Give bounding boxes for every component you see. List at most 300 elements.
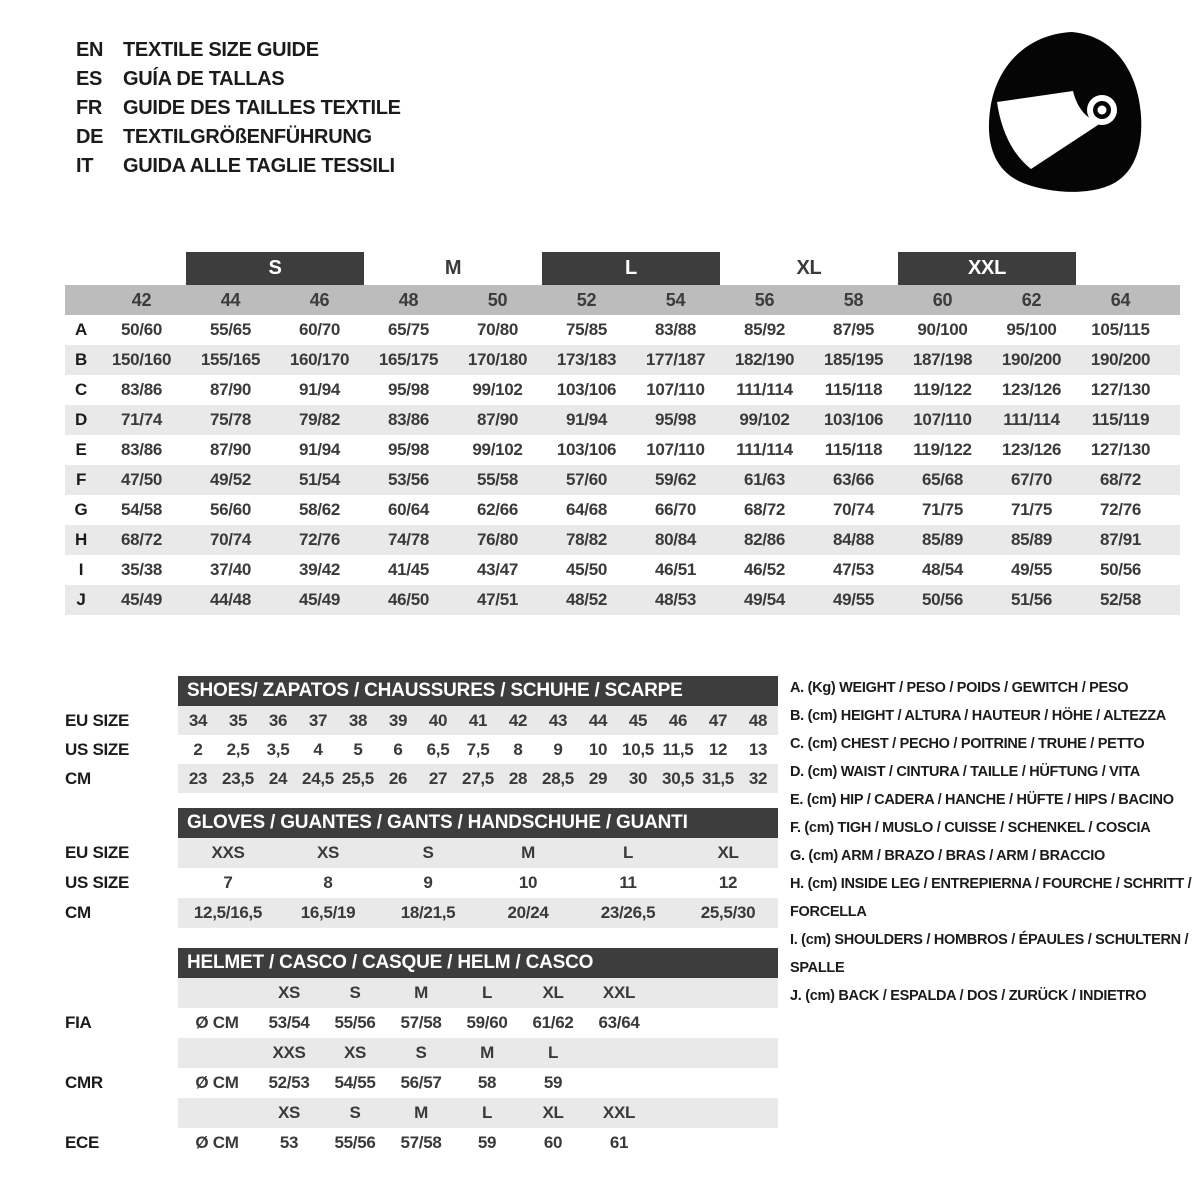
row-cells bbox=[178, 1068, 778, 1098]
value-cell: 66/70 bbox=[654, 500, 697, 519]
measurement-row bbox=[65, 525, 1180, 555]
value-cell: 95/98 bbox=[387, 380, 430, 399]
row-label: CM bbox=[65, 903, 91, 922]
value-cell: 28 bbox=[508, 768, 528, 788]
value-cell: 8 bbox=[323, 873, 333, 892]
unit-cell bbox=[178, 1038, 256, 1068]
size-header-cell: S bbox=[415, 1043, 427, 1062]
size-column-header: 58 bbox=[843, 289, 864, 310]
value-cell: 83/86 bbox=[120, 380, 163, 399]
value-cell: 49/52 bbox=[209, 470, 252, 489]
size-header-cell: M bbox=[414, 1103, 428, 1122]
value-cell: 78/82 bbox=[565, 530, 608, 549]
value-cell: 47/53 bbox=[832, 560, 875, 579]
filler-cell bbox=[652, 1068, 778, 1098]
value-cell: 24,5 bbox=[302, 768, 334, 788]
row-label bbox=[65, 1038, 178, 1068]
value-cell: 12 bbox=[708, 739, 728, 759]
row-cells bbox=[178, 735, 778, 764]
filler-cell bbox=[1165, 285, 1180, 315]
value-cell: 42 bbox=[508, 710, 528, 730]
value-cell: 11,5 bbox=[662, 739, 694, 759]
racing-helmet-graphic bbox=[975, 26, 1160, 198]
value-cell: 11 bbox=[619, 873, 637, 892]
value-cell: 55/58 bbox=[476, 470, 519, 489]
value-cell: 60/70 bbox=[298, 320, 341, 339]
value-cell: 59/60 bbox=[466, 1013, 508, 1032]
size-header-cell: XL bbox=[542, 1103, 564, 1122]
value-cell: 30 bbox=[628, 768, 648, 788]
row-letter: E bbox=[75, 440, 87, 459]
value-cell: 6 bbox=[393, 739, 403, 759]
value-cell: 103/106 bbox=[556, 440, 617, 459]
size-header-cell: S bbox=[349, 983, 361, 1002]
row-label bbox=[65, 1098, 178, 1128]
value-cell: 91/94 bbox=[298, 440, 341, 459]
value-cell: 48 bbox=[748, 710, 768, 730]
value-cell: 182/190 bbox=[734, 350, 795, 369]
language-row bbox=[76, 94, 401, 123]
helmet-sizes-row bbox=[65, 1038, 785, 1068]
value-cell: 27,5 bbox=[462, 768, 494, 788]
corner-cell bbox=[65, 285, 97, 315]
value-cell: 10 bbox=[518, 873, 538, 892]
size-group-xxl: XXL bbox=[898, 252, 1076, 285]
value-cell: 115/118 bbox=[824, 440, 883, 459]
row-cells bbox=[178, 1008, 778, 1038]
value-cell: 160/170 bbox=[289, 350, 350, 369]
value-cell: 107/110 bbox=[646, 440, 705, 459]
value-cell: 85/89 bbox=[1010, 530, 1053, 549]
value-cell: 64/68 bbox=[565, 500, 608, 519]
value-cell: 10,5 bbox=[622, 739, 654, 759]
value-cell: 34 bbox=[188, 710, 208, 730]
value-cell: 87/95 bbox=[832, 320, 875, 339]
size-column-header: 64 bbox=[1110, 289, 1131, 310]
value-cell: 49/54 bbox=[743, 590, 786, 609]
value-cell: 12 bbox=[718, 873, 738, 892]
value-cell: 47/50 bbox=[120, 470, 163, 489]
value-cell: 115/118 bbox=[824, 380, 883, 399]
legend-item: B. (cm) HEIGHT / ALTURA / HAUTEUR / HÖHE / ALTEZZA bbox=[790, 708, 1166, 724]
value-cell: 39/42 bbox=[298, 560, 341, 579]
language-row bbox=[76, 65, 401, 94]
value-cell: 123/126 bbox=[1001, 380, 1062, 399]
value-cell: 50/56 bbox=[921, 590, 964, 609]
value-cell: 187/198 bbox=[912, 350, 973, 369]
value-cell: 9 bbox=[423, 873, 433, 892]
value-cell: 57/60 bbox=[565, 470, 608, 489]
measurement-row bbox=[65, 465, 1180, 495]
apparel-size-table bbox=[65, 252, 1180, 615]
value-cell: 61/63 bbox=[743, 470, 786, 489]
language-title-list bbox=[76, 36, 401, 181]
shoes-row bbox=[65, 706, 785, 735]
value-cell: 87/91 bbox=[1099, 530, 1142, 549]
size-header-cell: XS bbox=[277, 983, 301, 1002]
legend-item: I. (cm) SHOULDERS / HOMBROS / ÉPAULES / SCHULTERN / SPALLE bbox=[790, 932, 1189, 976]
row-cells bbox=[178, 868, 778, 898]
value-cell: 84/88 bbox=[832, 530, 875, 549]
value-cell: 90/100 bbox=[917, 320, 968, 339]
value-cell: 46/51 bbox=[654, 560, 697, 579]
measurement-row bbox=[65, 405, 1180, 435]
filler-cell bbox=[652, 1038, 778, 1068]
diameter-unit-cell: Ø CM bbox=[195, 1133, 239, 1152]
value-cell: 46/50 bbox=[387, 590, 430, 609]
value-cell: 45/50 bbox=[565, 560, 608, 579]
filler-cell bbox=[652, 1128, 778, 1158]
size-header-cell: L bbox=[481, 983, 493, 1002]
diameter-unit-cell: Ø CM bbox=[195, 1013, 239, 1032]
filler-cell bbox=[1165, 435, 1180, 465]
size-column-header: 42 bbox=[131, 289, 152, 310]
value-cell: 71/75 bbox=[921, 500, 964, 519]
value-cell: 59/62 bbox=[654, 470, 697, 489]
row-letter: D bbox=[75, 410, 87, 429]
size-header-cell: XS bbox=[343, 1043, 367, 1062]
helmet-title-bar: HELMET / CASCO / CASQUE / HELM / CASCO bbox=[178, 948, 778, 978]
value-cell: 185/195 bbox=[823, 350, 884, 369]
row-cells bbox=[178, 1038, 778, 1068]
language-code: EN bbox=[76, 39, 104, 61]
value-cell: 51/54 bbox=[298, 470, 341, 489]
size-column-header: 50 bbox=[487, 289, 508, 310]
size-column-header: 44 bbox=[220, 289, 241, 310]
value-cell: 57/58 bbox=[400, 1133, 442, 1152]
filler-cell bbox=[652, 1008, 778, 1038]
value-cell: 41/45 bbox=[387, 560, 430, 579]
gloves-title-bar: GLOVES / GUANTES / GANTS / HANDSCHUHE / GUANTI bbox=[178, 808, 778, 838]
value-cell: 52/53 bbox=[268, 1073, 310, 1092]
size-column-header: 60 bbox=[932, 289, 953, 310]
value-cell: S bbox=[422, 843, 434, 862]
row-letter: F bbox=[75, 470, 87, 489]
value-cell: 53/56 bbox=[387, 470, 430, 489]
value-cell: 65/75 bbox=[387, 320, 430, 339]
helmet-values-row bbox=[65, 1068, 785, 1098]
value-cell: 72/76 bbox=[298, 530, 341, 549]
value-cell: 59 bbox=[543, 1073, 563, 1092]
size-header-cell bbox=[586, 1038, 652, 1068]
standard-label: CMR bbox=[65, 1073, 103, 1092]
value-cell: 48/54 bbox=[921, 560, 964, 579]
legend-item: J. (cm) BACK / ESPALDA / DOS / ZURÜCK / INDIETRO bbox=[790, 988, 1147, 1004]
value-cell: 68/72 bbox=[120, 530, 163, 549]
filler-cell bbox=[1165, 465, 1180, 495]
value-cell: 85/89 bbox=[921, 530, 964, 549]
row-cells bbox=[178, 978, 778, 1008]
value-cell: 59 bbox=[477, 1133, 497, 1152]
size-header-cell: L bbox=[481, 1103, 493, 1122]
value-cell: 10 bbox=[588, 739, 608, 759]
value-cell: 68/72 bbox=[1099, 470, 1142, 489]
value-cell: 58/62 bbox=[298, 500, 341, 519]
value-cell: 35 bbox=[228, 710, 248, 730]
value-cell: 7,5 bbox=[466, 739, 490, 759]
value-cell: 63/66 bbox=[832, 470, 875, 489]
value-cell: 7 bbox=[223, 873, 233, 892]
value-cell: 46/52 bbox=[743, 560, 786, 579]
helmet-sizes-row bbox=[65, 1098, 785, 1128]
value-cell: 45 bbox=[628, 710, 648, 730]
diameter-unit-cell: Ø CM bbox=[195, 1073, 239, 1092]
value-cell: M bbox=[521, 843, 535, 862]
row-letter: C bbox=[75, 380, 87, 399]
value-cell: 53/54 bbox=[268, 1013, 310, 1032]
legend-item: H. (cm) INSIDE LEG / ENTREPIERNA / FOURCHE / SCHRITT / FORCELLA bbox=[790, 876, 1192, 920]
value-cell: 36 bbox=[268, 710, 288, 730]
value-cell: 119/122 bbox=[913, 380, 972, 399]
value-cell: 25,5 bbox=[342, 768, 374, 788]
value-cell: 8 bbox=[513, 739, 523, 759]
filler-cell bbox=[1165, 555, 1180, 585]
language-row bbox=[76, 36, 401, 65]
value-cell: 61/62 bbox=[532, 1013, 574, 1032]
value-cell: 79/82 bbox=[298, 410, 341, 429]
helmet-size-table bbox=[65, 948, 785, 1158]
row-letter: I bbox=[78, 560, 84, 579]
value-cell: 99/102 bbox=[739, 410, 790, 429]
value-cell: 107/110 bbox=[646, 380, 705, 399]
value-cell: 150/160 bbox=[111, 350, 172, 369]
value-cell: 49/55 bbox=[832, 590, 875, 609]
value-cell: 95/98 bbox=[387, 440, 430, 459]
value-cell: 60/64 bbox=[387, 500, 430, 519]
language-title: GUÍA DE TALLAS bbox=[123, 68, 285, 90]
value-cell: 18/21,5 bbox=[400, 903, 456, 922]
value-cell: 47 bbox=[708, 710, 728, 730]
value-cell: 87/90 bbox=[476, 410, 519, 429]
value-cell: 127/130 bbox=[1090, 380, 1151, 399]
value-cell: 91/94 bbox=[298, 380, 341, 399]
value-cell: 82/86 bbox=[743, 530, 786, 549]
value-cell: 37 bbox=[308, 710, 328, 730]
value-cell: 75/85 bbox=[565, 320, 608, 339]
row-cells bbox=[178, 838, 778, 868]
value-cell: 31,5 bbox=[702, 768, 734, 788]
value-cell: 20/24 bbox=[507, 903, 549, 922]
value-cell: 70/74 bbox=[832, 500, 875, 519]
value-cell: 5 bbox=[353, 739, 363, 759]
filler-cell bbox=[1165, 585, 1180, 615]
helmet-values-row bbox=[65, 1008, 785, 1038]
size-column-header: 52 bbox=[576, 289, 597, 310]
shoes-size-table bbox=[65, 676, 785, 793]
gloves-row bbox=[65, 898, 785, 928]
value-cell: 53 bbox=[279, 1133, 299, 1152]
measurement-row bbox=[65, 555, 1180, 585]
value-cell: 46 bbox=[668, 710, 688, 730]
value-cell: 27 bbox=[428, 768, 448, 788]
row-label: US SIZE bbox=[65, 873, 130, 892]
value-cell: 2,5 bbox=[226, 739, 250, 759]
filler-cell bbox=[652, 1098, 778, 1128]
value-cell: 35/38 bbox=[120, 560, 163, 579]
value-cell: 177/187 bbox=[645, 350, 706, 369]
row-cells bbox=[178, 706, 778, 735]
language-row bbox=[76, 152, 401, 181]
row-letter: J bbox=[76, 590, 86, 609]
size-group-xl: XL bbox=[796, 257, 822, 279]
value-cell: 61 bbox=[609, 1133, 629, 1152]
size-columns-row bbox=[65, 285, 1180, 315]
value-cell: 95/98 bbox=[654, 410, 697, 429]
value-cell: 40 bbox=[428, 710, 448, 730]
legend-item: F. (cm) TIGH / MUSLO / CUISSE / SCHENKEL / COSCIA bbox=[790, 820, 1151, 836]
row-letter: A bbox=[75, 320, 87, 339]
value-cell: 37/40 bbox=[209, 560, 252, 579]
language-title: GUIDE DES TAILLES TEXTILE bbox=[123, 97, 401, 119]
row-label: US SIZE bbox=[65, 739, 130, 759]
value-cell: 63/64 bbox=[598, 1013, 640, 1032]
value-cell: 45/49 bbox=[298, 590, 341, 609]
value-cell: 76/80 bbox=[476, 530, 519, 549]
value-cell: 26 bbox=[388, 768, 408, 788]
value-cell: 111/114 bbox=[1003, 410, 1060, 429]
value-cell bbox=[586, 1068, 652, 1098]
language-code: DE bbox=[76, 126, 104, 148]
value-cell: 119/122 bbox=[913, 440, 972, 459]
filler-cell bbox=[1165, 495, 1180, 525]
value-cell: 24 bbox=[268, 768, 288, 788]
value-cell: 12,5/16,5 bbox=[193, 903, 263, 922]
value-cell: 155/165 bbox=[200, 350, 261, 369]
value-cell: 55/65 bbox=[209, 320, 252, 339]
value-cell: 58 bbox=[477, 1073, 497, 1092]
value-cell: 83/88 bbox=[654, 320, 697, 339]
size-header-cell: S bbox=[349, 1103, 361, 1122]
value-cell: 83/86 bbox=[387, 410, 430, 429]
row-label: EU SIZE bbox=[65, 710, 130, 730]
value-cell: 49/55 bbox=[1010, 560, 1053, 579]
value-cell: 50/56 bbox=[1099, 560, 1142, 579]
value-cell: 23,5 bbox=[222, 768, 254, 788]
row-cells bbox=[178, 1128, 778, 1158]
value-cell: 87/90 bbox=[209, 380, 252, 399]
value-cell: 68/72 bbox=[743, 500, 786, 519]
value-cell: 32 bbox=[748, 768, 768, 788]
filler-cell bbox=[1165, 375, 1180, 405]
legend-item: G. (cm) ARM / BRAZO / BRAS / ARM / BRACCIO bbox=[790, 848, 1105, 864]
language-title: GUIDA ALLE TAGLIE TESSILI bbox=[123, 155, 395, 177]
value-cell: 56/57 bbox=[400, 1073, 442, 1092]
value-cell: 55/56 bbox=[334, 1133, 376, 1152]
value-cell: 52/58 bbox=[1099, 590, 1142, 609]
measurement-row bbox=[65, 435, 1180, 465]
measurement-row bbox=[65, 315, 1180, 345]
value-cell: 75/78 bbox=[209, 410, 252, 429]
value-cell: 173/183 bbox=[556, 350, 617, 369]
value-cell: 55/56 bbox=[334, 1013, 376, 1032]
size-group-row bbox=[65, 252, 1180, 285]
value-cell: 45/49 bbox=[120, 590, 163, 609]
value-cell: 23 bbox=[188, 768, 208, 788]
value-cell: 165/175 bbox=[378, 350, 439, 369]
size-header-cell: XXS bbox=[272, 1043, 306, 1062]
row-label: CM bbox=[65, 768, 91, 788]
value-cell: 127/130 bbox=[1090, 440, 1151, 459]
value-cell: 30,5 bbox=[662, 768, 694, 788]
legend-item: A. (Kg) WEIGHT / PESO / POIDS / GEWITCH / PESO bbox=[790, 680, 1129, 696]
value-cell: 85/92 bbox=[743, 320, 786, 339]
value-cell: 54/58 bbox=[120, 500, 163, 519]
value-cell: 3,5 bbox=[266, 739, 290, 759]
row-letter: B bbox=[75, 350, 87, 369]
value-cell: 29 bbox=[588, 768, 608, 788]
value-cell: 41 bbox=[468, 710, 488, 730]
size-column-header: 56 bbox=[754, 289, 775, 310]
value-cell: 44 bbox=[588, 710, 608, 730]
value-cell: 56/60 bbox=[209, 500, 252, 519]
size-header-cell: L bbox=[547, 1043, 559, 1062]
row-cells bbox=[178, 764, 778, 793]
row-letter: H bbox=[75, 530, 87, 549]
value-cell: 123/126 bbox=[1001, 440, 1062, 459]
shoes-row bbox=[65, 764, 785, 793]
size-column-header: 46 bbox=[309, 289, 330, 310]
size-header-cell: XXL bbox=[602, 1103, 636, 1122]
value-cell: 48/53 bbox=[654, 590, 697, 609]
value-cell: 62/66 bbox=[476, 500, 519, 519]
value-cell: XL bbox=[717, 843, 739, 862]
value-cell: 74/78 bbox=[387, 530, 430, 549]
value-cell: XXS bbox=[211, 843, 245, 862]
language-row bbox=[76, 123, 401, 152]
value-cell: 111/114 bbox=[736, 440, 793, 459]
size-header-cell: XXL bbox=[602, 983, 636, 1002]
size-column-header: 54 bbox=[665, 289, 686, 310]
value-cell: 80/84 bbox=[654, 530, 697, 549]
helmet-sizes-row bbox=[65, 978, 785, 1008]
value-cell: 71/74 bbox=[120, 410, 163, 429]
unit-cell bbox=[178, 978, 256, 1008]
value-cell: 107/110 bbox=[913, 410, 972, 429]
value-cell: 99/102 bbox=[472, 380, 523, 399]
measurement-row bbox=[65, 375, 1180, 405]
size-header-cell: M bbox=[480, 1043, 494, 1062]
size-header-cell: XS bbox=[277, 1103, 301, 1122]
value-cell: 25,5/30 bbox=[700, 903, 756, 922]
standard-label: ECE bbox=[65, 1133, 100, 1152]
value-cell: 50/60 bbox=[120, 320, 163, 339]
filler-cell bbox=[1165, 345, 1180, 375]
size-grid-body bbox=[65, 285, 1180, 615]
language-code: FR bbox=[76, 97, 103, 119]
standard-label: FIA bbox=[65, 1013, 92, 1032]
row-label bbox=[65, 978, 178, 1008]
size-header-cell: XL bbox=[542, 983, 564, 1002]
value-cell: 170/180 bbox=[467, 350, 528, 369]
measurement-legend bbox=[790, 674, 1200, 1010]
filler-cell bbox=[1165, 405, 1180, 435]
size-group-s: S bbox=[186, 252, 364, 285]
legend-item: C. (cm) CHEST / PECHO / POITRINE / TRUHE / PETTO bbox=[790, 736, 1145, 752]
value-cell: 2 bbox=[193, 739, 203, 759]
value-cell: 57/58 bbox=[400, 1013, 442, 1032]
value-cell: 115/119 bbox=[1091, 410, 1150, 429]
value-cell: 99/102 bbox=[472, 440, 523, 459]
value-cell: 190/200 bbox=[1001, 350, 1062, 369]
legend-item: E. (cm) HIP / CADERA / HANCHE / HÜFTE / HIPS / BACINO bbox=[790, 792, 1174, 808]
value-cell: 28,5 bbox=[542, 768, 574, 788]
measurement-row bbox=[65, 585, 1180, 615]
value-cell: 13 bbox=[748, 739, 768, 759]
gloves-size-table bbox=[65, 808, 785, 928]
value-cell: 83/86 bbox=[120, 440, 163, 459]
value-cell: 70/80 bbox=[476, 320, 519, 339]
size-column-header: 48 bbox=[398, 289, 419, 310]
